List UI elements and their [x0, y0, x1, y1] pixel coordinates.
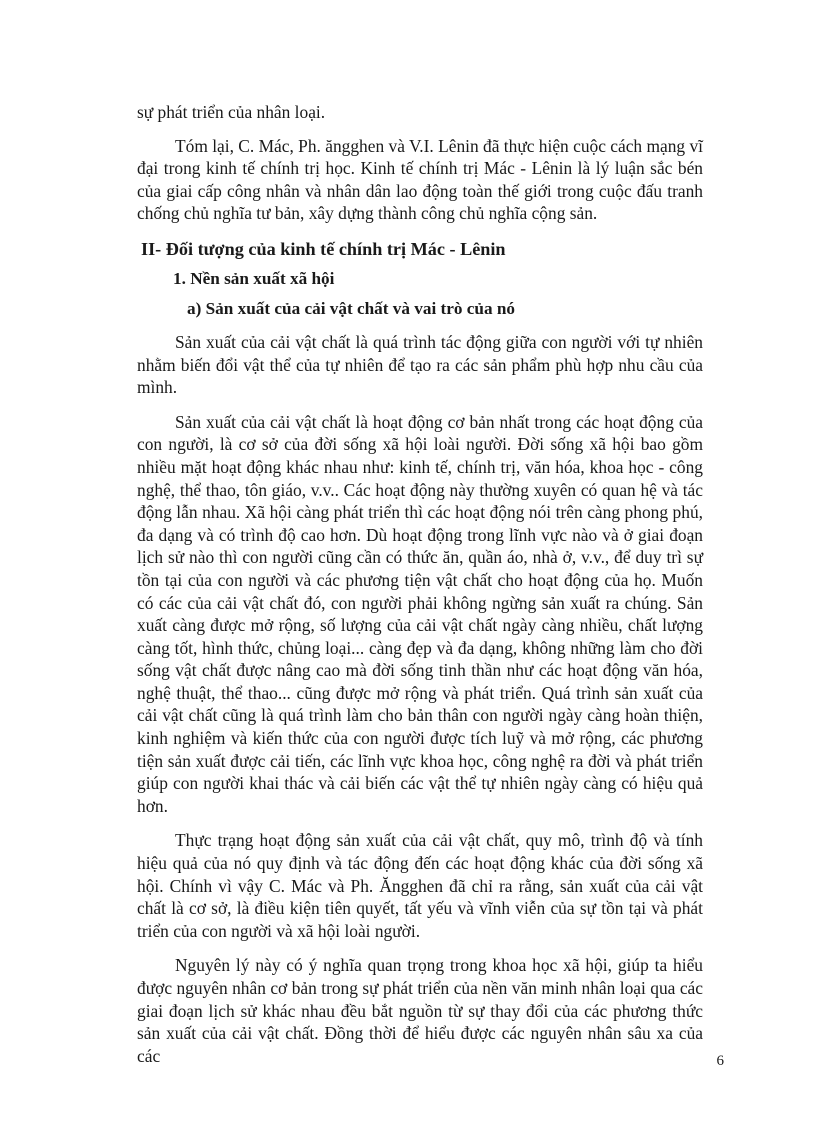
- paragraph-body-4: Nguyên lý này có ý nghĩa quan trọng trong khoa học xã hội, giúp ta hiểu được nguyên nhân cơ bản trong sự phát triển của nền văn minh nhân loại qua các giai đoạn lịch sử khác nhau đều bắt nguồn từ sự thay đổi của các phương thức sản xuất của cải vật chất. Đồng thời để hiểu được các nguyên nhân sâu xa của các: [137, 955, 703, 1066]
- subsection-heading: 1. Nền sản xuất xã hội: [173, 268, 335, 288]
- paragraph-continuation: sự phát triển của nhân loại.: [137, 102, 326, 122]
- paragraph-summary: Tóm lại, C. Mác, Ph. ăngghen và V.I. Lênin đã thực hiện cuộc cách mạng vĩ đại trong kinh tế chính trị học. Kinh tế chính trị Mác - Lênin là lý luận sắc bén của giai cấp công nhân và nhân dân lao động toàn thế giới trong cuộc đấu tranh chống chủ nghĩa tư bản, xây dựng thành công chủ nghĩa cộng sản.: [137, 135, 703, 224]
- paragraph-body-2: Sản xuất của cải vật chất là hoạt động cơ bản nhất trong các hoạt động của con người, là cơ sở của đời sống xã hội loài người. Đời sống xã hội bao gồm nhiều mặt hoạt động khác nhau như: kinh tế, chính trị, văn hóa, khoa học - công nghệ, thể thao, tôn giáo, v.v.. Các hoạt động này thường xuyên có quan hệ và tác động lẫn nhau. Xã hội càng phát triển thì các hoạt động nói trên càng phong phú, đa dạng và có trình độ cao hơn. Dù hoạt động trong lĩnh vực nào và ở giai đoạn lịch sử nào thì con người cũng cần có thức ăn, quần áo, nhà ở, v.v., để duy trì sự tồn tại của con người và các phương tiện vật chất cho hoạt động của họ. Muốn có các của cải vật chất đó, con người phải không ngừng sản xuất ra chúng. Sản xuất càng được mở rộng, số lượng của cải vật chất ngày càng nhiều, chất lượng càng tốt, hình thức, chủng loại... càng đẹp và đa dạng, không những làm cho đời sống vật chất được nâng cao mà đời sống tinh thần như các hoạt động văn hóa, nghệ thuật, thể thao... cũng được mở rộng và phát triển. Quá trình sản xuất của cải vật chất cũng là quá trình làm cho bản thân con người ngày càng hoàn thiện, kinh nghiệm và kiến thức của con người được tích luỹ và mở rộng, các phương tiện sản xuất được cải tiến, các lĩnh vực khoa học, công nghệ ra đời và phát triển giúp con người khai thác và cải biến các vật thể tự nhiên ngày càng có hiệu quả hơn.: [137, 411, 703, 816]
- page-number: 6: [716, 1053, 724, 1069]
- document-page: [137, 101, 703, 1079]
- section-heading: II- Đối tượng của kinh tế chính trị Mác - Lênin: [141, 238, 506, 259]
- paragraph-body-3: Thực trạng hoạt động sản xuất của cải vật chất, quy mô, trình độ và tính hiệu quả của nó quy định và tác động đến các hoạt động khác của đời sống xã hội. Chính vì vậy C. Mác và Ph. Ăngghen đã chỉ ra rằng, sản xuất của cải vật chất là cơ sở, là điều kiện tiên quyết, tất yếu và vĩnh viễn của sự tồn tại và phát triển của con người và xã hội loài người.: [137, 830, 703, 941]
- paragraph-body-1: Sản xuất của cải vật chất là quá trình tác động giữa con người với tự nhiên nhằm biến đổi vật thể của tự nhiên để tạo ra các sản phẩm phù hợp nhu cầu của mình.: [137, 331, 703, 398]
- subsubsection-heading: a) Sản xuất của cải vật chất và vai trò của nó: [187, 298, 515, 318]
